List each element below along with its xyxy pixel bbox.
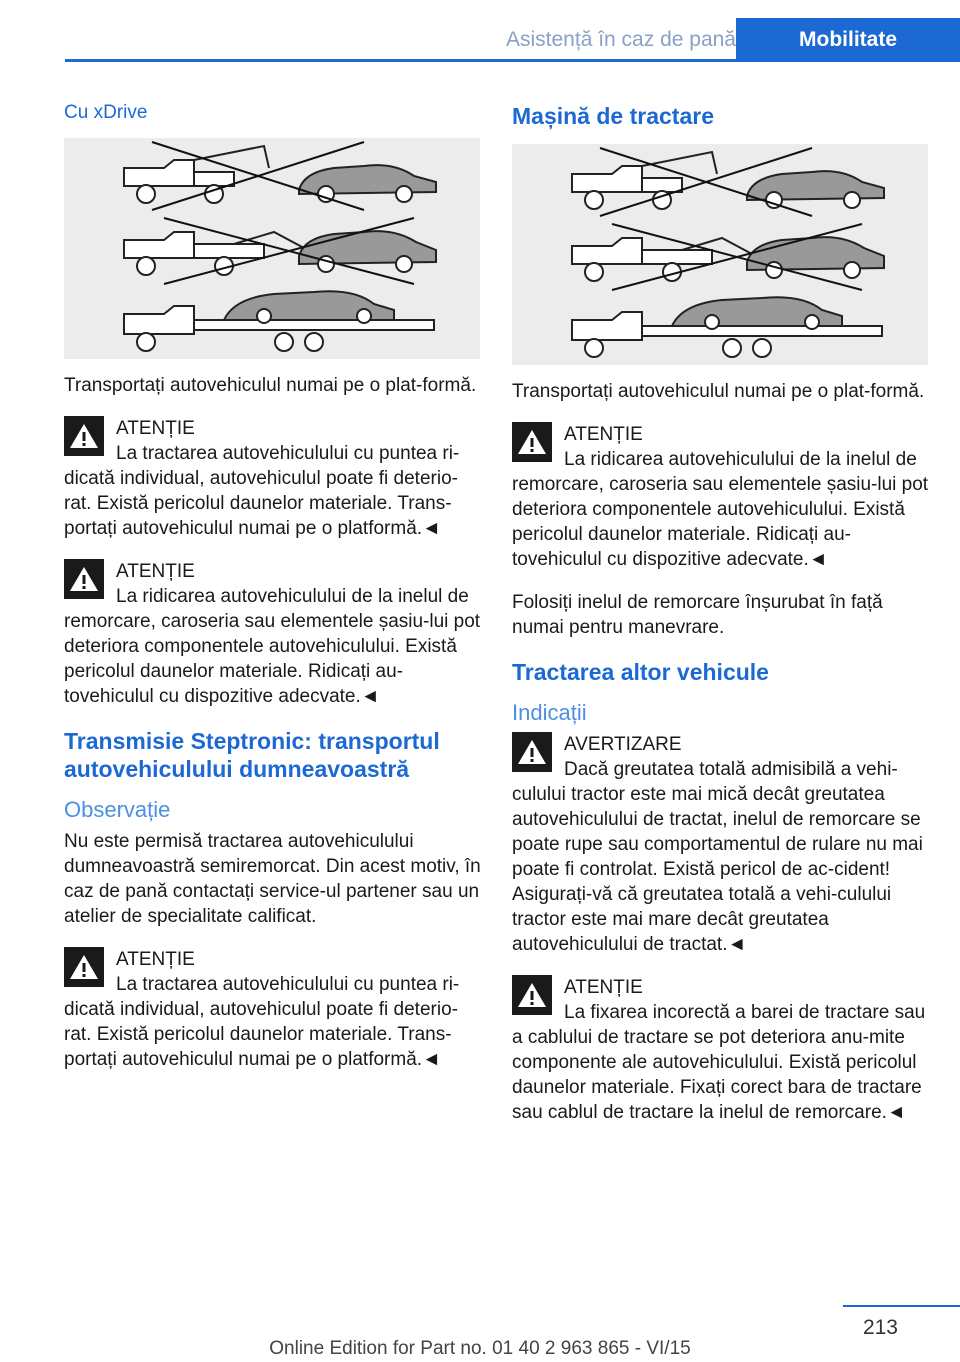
warning-title: ATENȚIE [564, 424, 643, 445]
paragraph-observatie: Nu este permisă tractarea autovehiculului dumneavoastră semiremorcat. Din acest motiv, în caz de pană contactați service-ul partener sau un atelier de specialitate calificat. [64, 831, 481, 927]
warning-title: ATENȚIE [116, 418, 195, 439]
warning-text: La fixarea incorectă a barei de tractare sau a cablului de tractare se pot deteriora anu-mite componente ale autovehiculului. Există pericolul daunelor materiale. Fixați corect bara de tractare sau cablul de tractare la inelul de remorcare.◄ [512, 1002, 926, 1123]
subheading-xdrive: Cu xDrive [64, 102, 148, 123]
caption-platform: Transportați autovehiculul numai pe o plat-formă. [512, 381, 925, 402]
warning-title: ATENȚIE [564, 977, 643, 998]
warning-block [64, 416, 481, 541]
subheading-indicatii: Indicații [512, 700, 587, 725]
towing-illustration [64, 138, 480, 359]
warning-triangle-icon [64, 947, 104, 987]
heading-alte-vehicule: Tractarea altor vehicule [512, 659, 769, 685]
warning-block [64, 559, 481, 709]
warning-text: Dacă greutatea totală admisibilă a vehi-culului tractor este mai mică decât greutatea autovehiculului de tractat, inelul de remorcare se poate rupe sau comportamentul de rulare nu mai poate fi controlat. Există pericol de ac-cident! Asigurați-vă că greutatea totală a vehi-culului tractor este mai mare decât greutatea autovehiculului de tractat.◄ [512, 759, 923, 955]
warning-block [512, 975, 929, 1125]
warning-triangle-icon [64, 416, 104, 456]
warning-text: La ridicarea autovehiculului de la inelul de remorcare, caroseria sau elementele șasiu-lui pot deteriora componentele autovehiculului. Există pericolul daunelor materiale. Ridicați au-tovehiculul cu dispozitive adecvate.◄ [64, 586, 481, 707]
right-column [512, 102, 929, 1143]
chapter-tab: Mobilitate [736, 18, 960, 62]
warning-block [64, 947, 481, 1072]
edition-footer: Online Edition for Part no. 01 40 2 963 865 - VI/15 [269, 1338, 691, 1359]
caption-platform: Transportați autovehiculul numai pe o plat-formă. [64, 375, 477, 396]
paragraph-inel: Folosiți inelul de remorcare înșurubat în față numai pentru manevrare. [512, 592, 883, 638]
tow-truck-diagram [512, 144, 928, 365]
warning-title: ATENȚIE [116, 561, 195, 582]
warning-triangle-icon [512, 422, 552, 462]
header-rule [65, 59, 960, 62]
subheading-observatie: Observație [64, 797, 171, 822]
section-tab: Asistență în caz de pană [506, 28, 736, 51]
page-number: 213 [862, 1316, 898, 1339]
warning-title: AVERTIZARE [564, 734, 682, 755]
warning-triangle-icon [512, 975, 552, 1015]
heading-masina-tractare: Mașină de tractare [512, 103, 714, 129]
page-header [65, 18, 960, 62]
towing-illustration [512, 144, 928, 365]
heading-steptronic: Transmisie Steptronic: transportul autovehiculului dumneavoastră [64, 728, 440, 782]
tow-truck-diagram [64, 138, 480, 359]
warning-triangle-icon [512, 732, 552, 772]
warning-title: ATENȚIE [116, 949, 195, 970]
warning-block [512, 732, 929, 957]
left-column [64, 102, 481, 1090]
footer-rule [843, 1305, 960, 1307]
warning-text: La tractarea autovehiculului cu puntea ri-dicată individual, autovehiculul poate fi deterio-rat. Există pericolul daunelor materiale. Trans-portați autovehiculul numai pe o platformă.◄ [64, 974, 460, 1070]
warning-text: La tractarea autovehiculului cu puntea ri-dicată individual, autovehiculul poate fi deterio-rat. Există pericolul daunelor materiale. Trans-portați autovehiculul numai pe o platformă.◄ [64, 443, 460, 539]
warning-triangle-icon [64, 559, 104, 599]
warning-text: La ridicarea autovehiculului de la inelul de remorcare, caroseria sau elementele șasiu-lui pot deteriora componentele autovehiculului. Există pericolul daunelor materiale. Ridicați au-tovehiculul cu dispozitive adecvate.◄ [512, 449, 929, 570]
warning-block [512, 422, 929, 572]
